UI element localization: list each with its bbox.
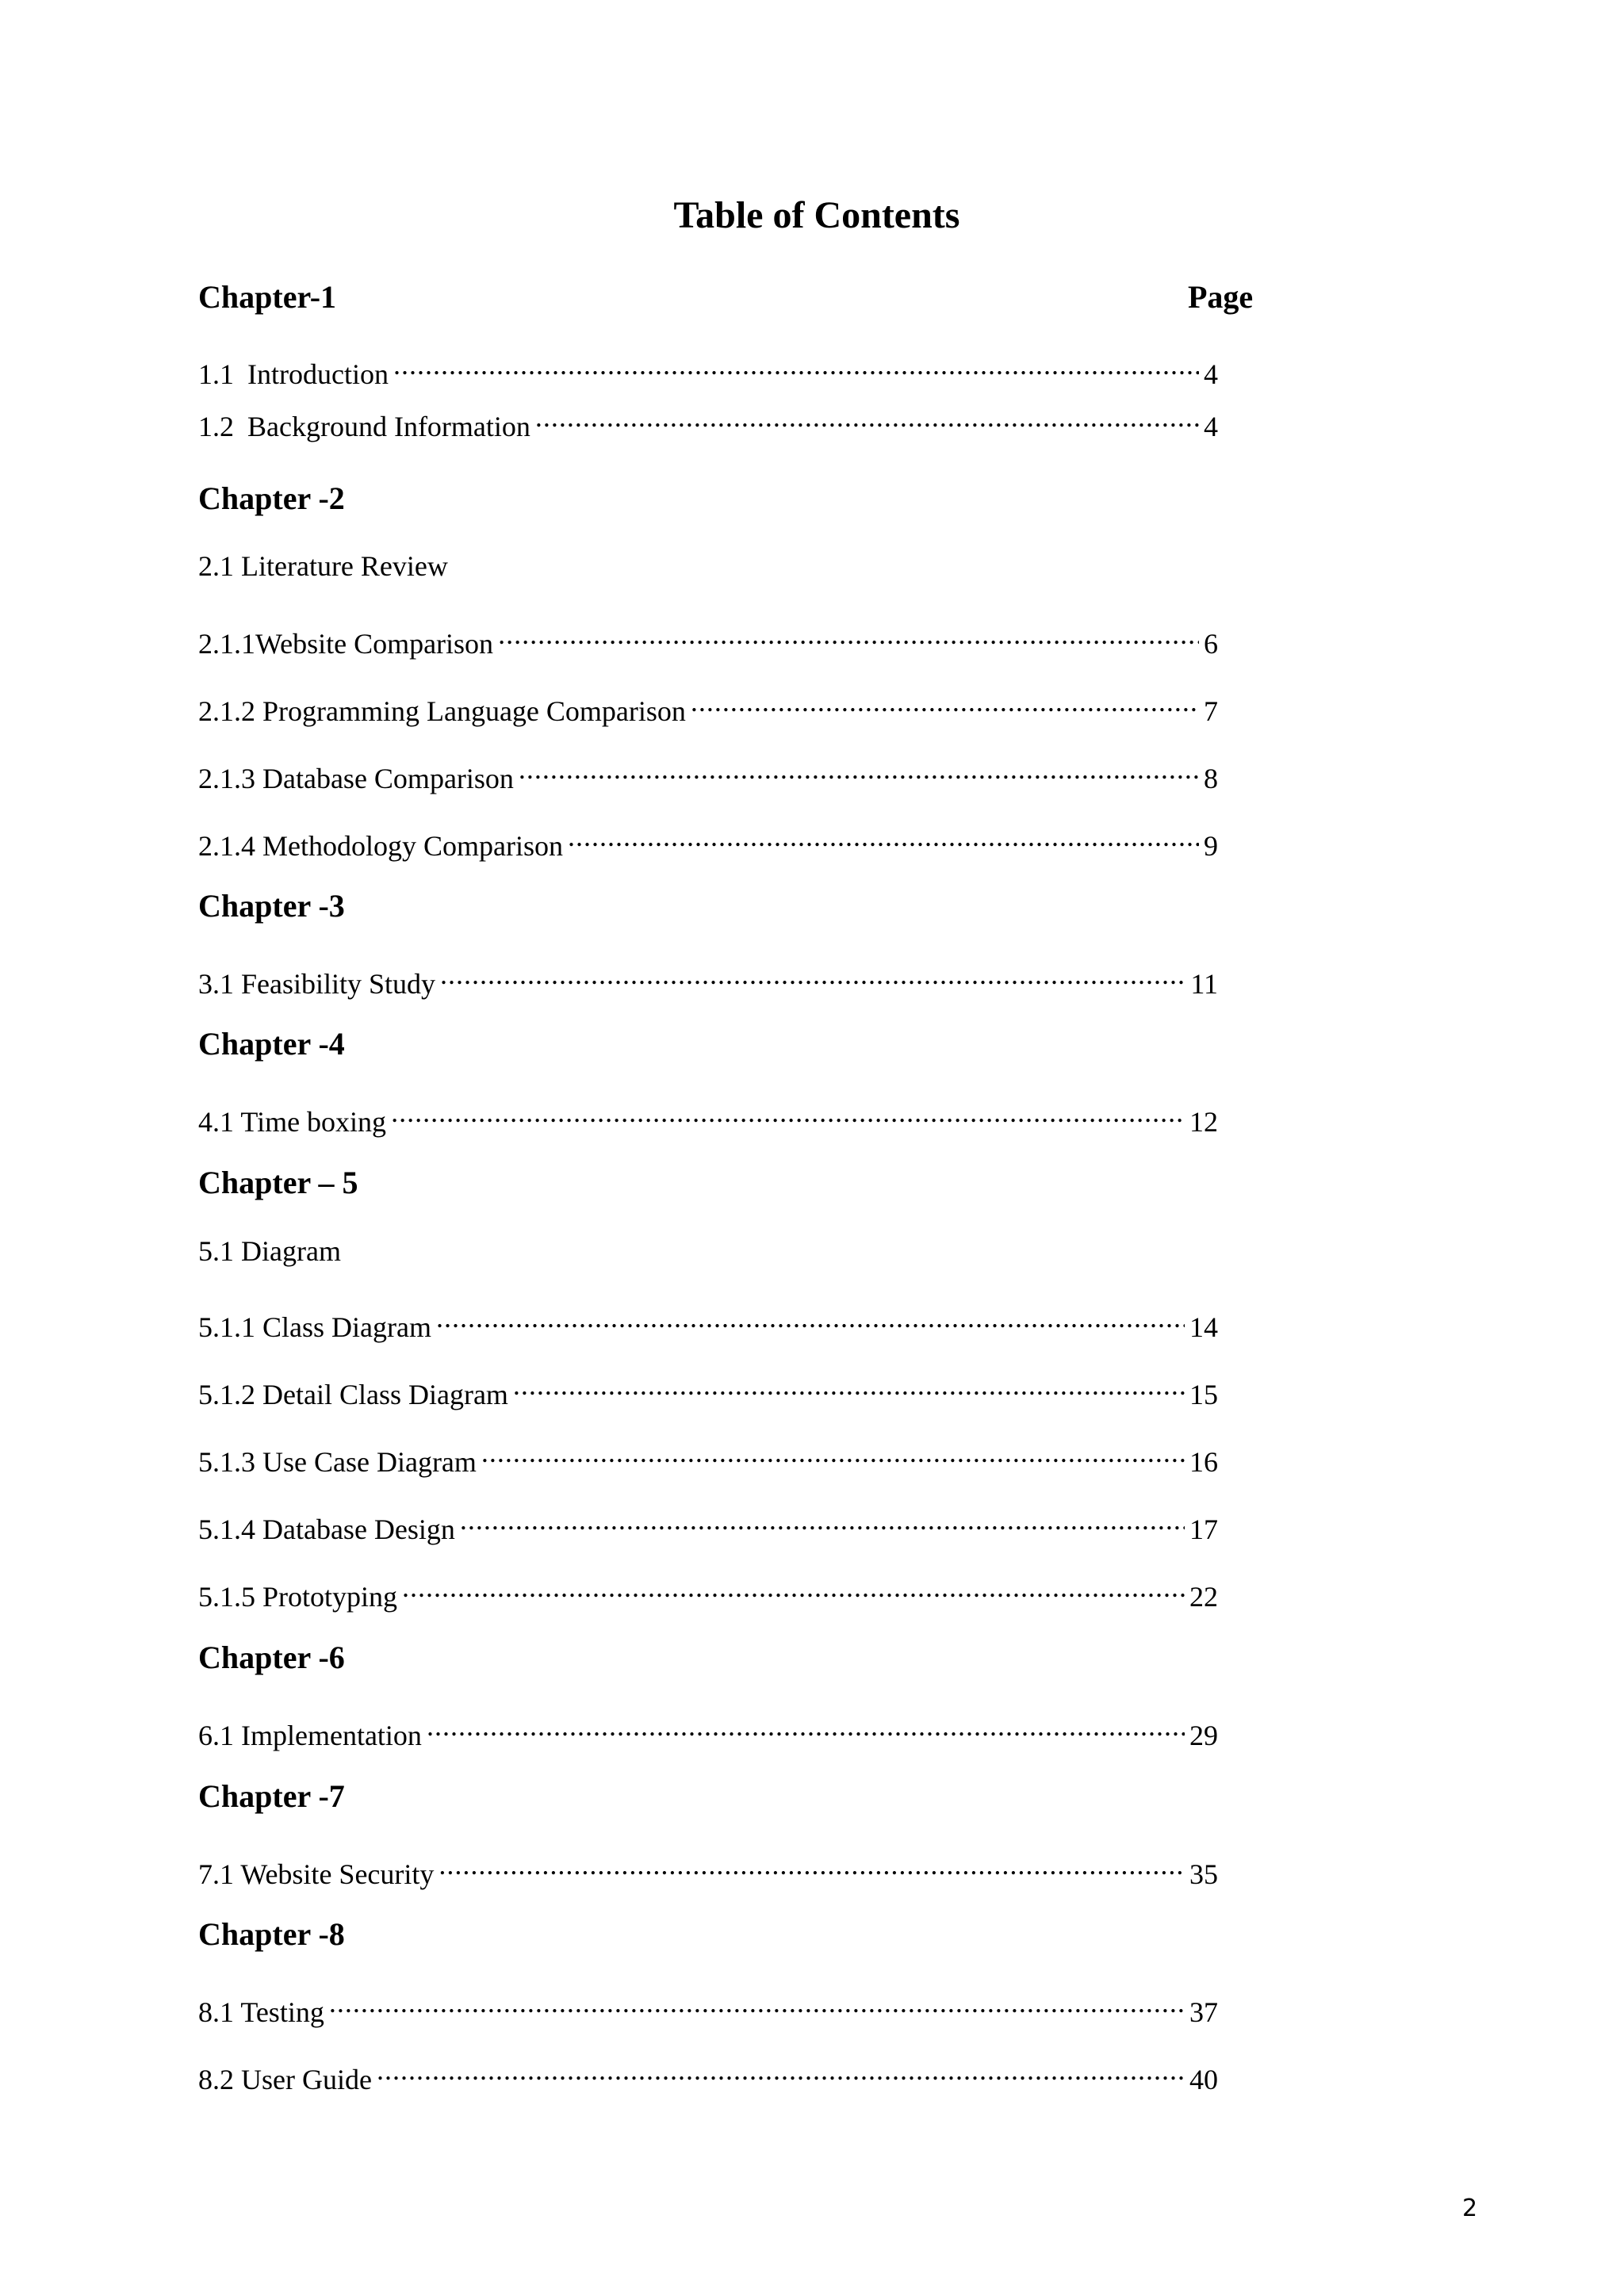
toc-entry[interactable] (198, 1366, 1218, 1410)
toc-dot-leader (329, 1984, 1185, 2022)
toc-entry-label: 2.1.2 Programming Language Comparison (198, 695, 686, 727)
toc-entry-number: 1.1 (198, 358, 234, 390)
toc-entry-page: 22 (1189, 1581, 1218, 1613)
toc-entry-label: 6.1 Implementation (198, 1720, 422, 1751)
toc-dot-leader (439, 1846, 1185, 1884)
toc-entry[interactable] (198, 1501, 1218, 1545)
toc-entry-label: 3.1 Feasibility Study (198, 968, 436, 1000)
toc-dot-leader (568, 817, 1199, 855)
page-title: Table of Contents (673, 194, 960, 236)
toc-entry-page: 4 (1204, 411, 1218, 442)
toc-entry-page: 37 (1189, 1996, 1218, 2028)
toc-entry-label: 5.1.4 Database Design (198, 1513, 455, 1545)
toc-entry[interactable] (198, 1984, 1218, 2028)
toc-entry-label: Introduction (247, 358, 389, 390)
toc-dot-leader (436, 1299, 1185, 1337)
toc-entry-label: 5.1.5 Prototyping (198, 1581, 398, 1613)
toc-entry-page: 17 (1189, 1513, 1218, 1545)
chapter-heading-7: Chapter -7 (198, 1778, 345, 1814)
toc-entry-label: 5.1.3 Use Case Diagram (198, 1446, 477, 1478)
toc-entry-page: 35 (1189, 1858, 1218, 1890)
toc-entry[interactable] (198, 1093, 1218, 1138)
footer-page-number: 2 (1462, 2195, 1478, 2222)
toc-entry-page: 16 (1189, 1446, 1218, 1478)
toc-entry[interactable] (198, 346, 1218, 390)
toc-section-heading: 5.1 Diagram (198, 1235, 341, 1267)
toc-entry[interactable] (198, 615, 1218, 660)
toc-entry[interactable] (198, 1846, 1218, 1890)
toc-dot-leader (460, 1501, 1185, 1539)
toc-entry-label: 8.1 Testing (198, 1996, 324, 2028)
toc-entry[interactable] (198, 683, 1218, 727)
toc-dot-leader (427, 1707, 1185, 1745)
toc-entry-label: 5.1.1 Class Diagram (198, 1311, 431, 1343)
toc-dot-leader (519, 750, 1199, 788)
toc-entry[interactable] (198, 955, 1218, 1000)
toc-entry-label: 8.2 User Guide (198, 2064, 372, 2095)
toc-entry-page: 15 (1189, 1379, 1218, 1410)
chapter-heading-5: Chapter – 5 (198, 1165, 358, 1200)
chapter-heading-3: Chapter -3 (198, 888, 345, 924)
toc-dot-leader (393, 346, 1199, 384)
chapter-heading-4: Chapter -4 (198, 1026, 345, 1062)
toc-entry[interactable] (198, 398, 1218, 442)
toc-entry[interactable] (198, 1707, 1218, 1751)
toc-entry-page: 9 (1204, 830, 1218, 862)
toc-section-heading: 2.1 Literature Review (198, 550, 448, 582)
toc-entry-page: 12 (1189, 1106, 1218, 1138)
toc-dot-leader (481, 1433, 1185, 1471)
toc-dot-leader (535, 398, 1199, 436)
chapter-heading-8: Chapter -8 (198, 1916, 345, 1952)
toc-entry-page: 11 (1190, 968, 1218, 1000)
toc-dot-leader (391, 1093, 1185, 1131)
toc-entry[interactable] (198, 2051, 1218, 2095)
toc-entry-number: 1.2 (198, 411, 234, 442)
toc-entry-page: 6 (1204, 628, 1218, 660)
toc-dot-leader (498, 615, 1199, 653)
toc-entry[interactable] (198, 817, 1218, 862)
toc-entry-label: 5.1.2 Detail Class Diagram (198, 1379, 508, 1410)
toc-entry[interactable] (198, 1299, 1218, 1343)
chapter-heading-6: Chapter -6 (198, 1640, 345, 1675)
toc-entry-label: 7.1 Website Security (198, 1858, 435, 1890)
toc-entry-page: 7 (1204, 695, 1218, 727)
toc-entry[interactable] (198, 1433, 1218, 1478)
toc-entry-label: 4.1 Time boxing (198, 1106, 387, 1138)
page-column-heading: Page (1188, 279, 1254, 315)
toc-dot-leader (691, 683, 1199, 721)
toc-entry[interactable] (198, 1568, 1218, 1613)
toc-dot-leader (513, 1366, 1185, 1404)
toc-entry-page: 14 (1189, 1311, 1218, 1343)
chapter-heading-1: Chapter-1 (198, 279, 337, 315)
toc-entry-label: 2.1.4 Methodology Comparison (198, 830, 563, 862)
toc-entry-label: 2.1.3 Database Comparison (198, 763, 514, 794)
toc-entry-page: 29 (1189, 1720, 1218, 1751)
toc-dot-leader (402, 1568, 1185, 1606)
toc-dot-leader (377, 2051, 1185, 2089)
toc-entry[interactable] (198, 750, 1218, 794)
toc-entry-label: Background Information (247, 411, 530, 442)
toc-entry-page: 8 (1204, 763, 1218, 794)
toc-entry-page: 4 (1204, 358, 1218, 390)
chapter-heading-2: Chapter -2 (198, 480, 345, 516)
toc-entry-label: 2.1.1Website Comparison (198, 628, 494, 660)
toc-entry-page: 40 (1189, 2064, 1218, 2095)
toc-dot-leader (440, 955, 1185, 993)
